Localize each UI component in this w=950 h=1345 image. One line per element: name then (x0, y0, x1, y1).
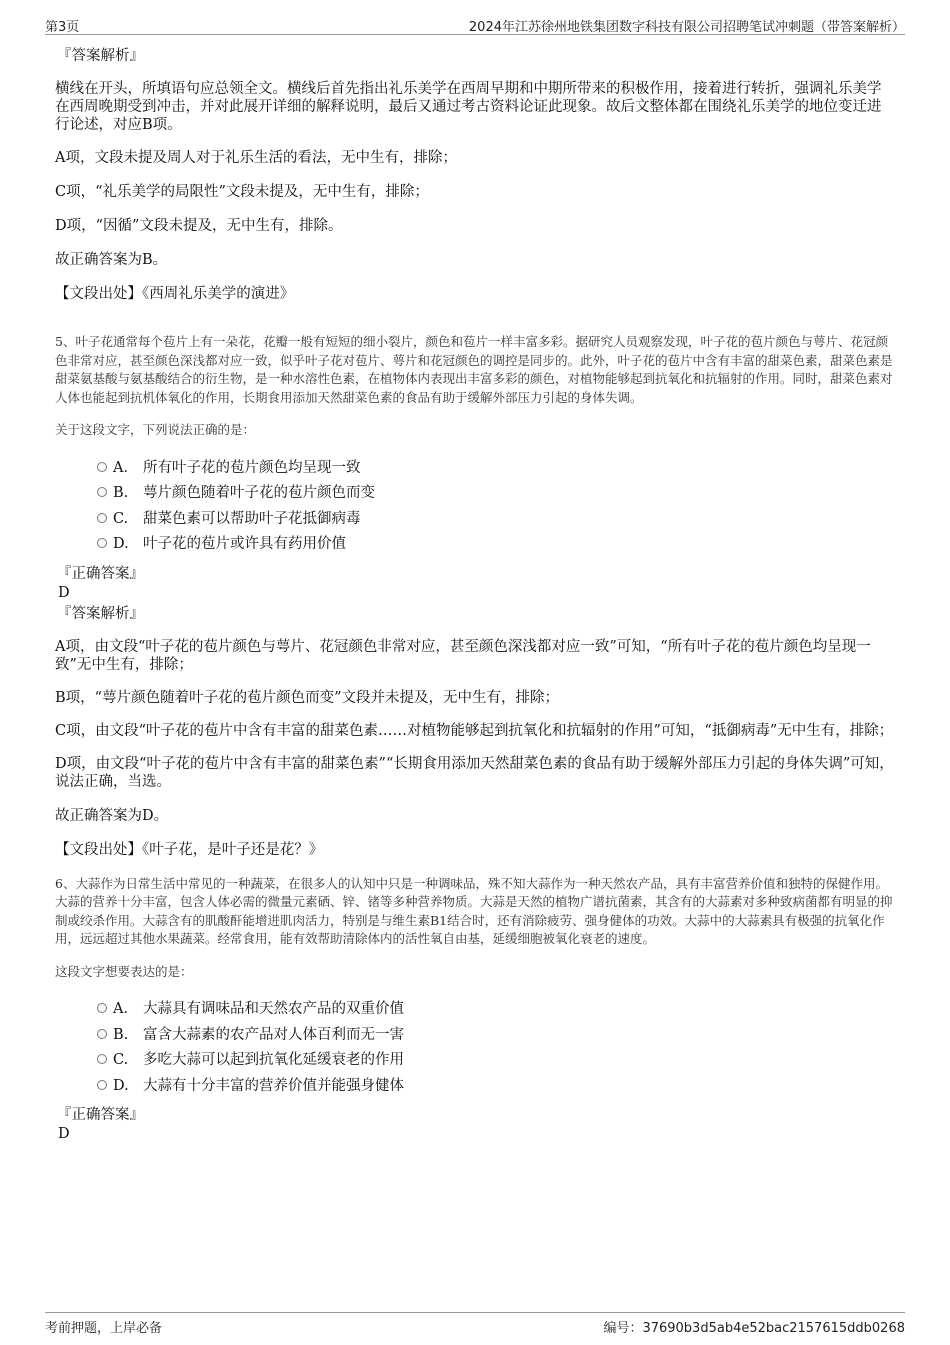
analysis-option-c: C项，由文段“叶子花的苞片中含有丰富的甜菜色素……对植物能够起到抗氧化和抗辐射的作用”可知，“抵御病毒”无中生有，排除； (55, 722, 894, 739)
radio-icon[interactable] (97, 1054, 107, 1064)
radio-icon[interactable] (97, 462, 107, 472)
option-b[interactable]: B. 富含大蒜素的农产品对人体百利而无一害 (97, 1023, 895, 1049)
page-header (45, 14, 905, 35)
analysis-option-a: A项，文段未提及周人对于礼乐生活的看法，无中生有，排除； (55, 150, 457, 166)
question-prompt: 关于这段文字，下列说法正确的是： (55, 422, 256, 437)
analysis-option-c: C项，“礼乐美学的局限性”文段未提及，无中生有，排除； (55, 184, 429, 200)
correct-answer-label: 『正确答案』 (57, 1107, 144, 1123)
radio-icon[interactable] (97, 1029, 107, 1039)
document-title: 2024年江苏徐州地铁集团数字科技有限公司招聘笔试冲刺题（带答案解析） (468, 20, 905, 35)
option-d[interactable]: D. 叶子花的苞片或许具有药用价值 (97, 532, 895, 558)
question-stem: 5、叶子花通常每个苞片上有一朵花，花瓣一般有短短的细小裂片，颜色和苞片一样丰富多彩。据研究人员观察发现，叶子花的苞片颜色与萼片、花冠颜色非常对应，甚至颜色深浅都对应一致，似乎叶子花对苞片、萼片和花冠颜色的调控是同步的。此外，叶子花的苞片中含有丰富的甜菜色素，甜菜色素是甜菜氨基酸与氨基酸结合的衍生物，是一种水溶性色素，在植物体内表现出丰富多彩的颜色，对植物能够起到抗氧化和抗辐射的作用。同时，甜菜色素对人体也能起到抗机体氧化的作用，长期食用添加天然甜菜色素的食品有助于缓解外部压力引起的身体失调。 (55, 334, 893, 405)
correct-answer: D (58, 584, 70, 601)
option-d[interactable]: D. 大蒜有十分丰富的营养价值并能强身健体 (97, 1074, 895, 1100)
analysis-label: 『答案解析』 (57, 605, 144, 622)
correct-answer-label: 『正确答案』 (57, 565, 144, 582)
source-citation: 【文段出处】《西周礼乐美学的演进》 (55, 286, 295, 302)
radio-icon[interactable] (97, 1003, 107, 1013)
footer-slogan: 考前押题，上岸必备 (45, 1321, 163, 1336)
page-number: 第3页 (45, 20, 80, 35)
option-list (55, 997, 895, 1099)
radio-icon[interactable] (97, 1080, 107, 1090)
source-citation: 【文段出处】《叶子花，是叶子还是花？》 (55, 841, 324, 858)
page-footer (45, 1312, 905, 1337)
footer-serial: 编号：37690b3d5ab4e52bac2157615ddb0268 (603, 1321, 905, 1336)
analysis-conclusion: 故正确答案为D。 (55, 807, 169, 824)
option-c[interactable]: C. 多吃大蒜可以起到抗氧化延缓衰老的作用 (97, 1048, 895, 1074)
option-c[interactable]: C. 甜菜色素可以帮助叶子花抵御病毒 (97, 507, 895, 533)
page-content (55, 46, 895, 1143)
question-stem: 6、大蒜作为日常生活中常见的一种蔬菜，在很多人的认知中只是一种调味品，殊不知大蒜作为一种天然农产品，具有丰富营养价值和独特的保健作用。大蒜的营养十分丰富，包含人体必需的微量元素硒、锌、锗等多种营养物质。大蒜是天然的植物广谱抗菌素，其含有的大蒜素对多种致病菌都有明显的抑制或绞杀作用。大蒜含有的肌酸酐能增进肌肉活力，特别是与维生素B1结合时，还有消除疲劳、强身健体的功效。大蒜中的大蒜素具有极强的抗氧化作用，远远超过其他水果蔬菜。经常食用，能有效帮助清除体内的活性氧自由基，延缓细胞被氧化衰老的速度。 (55, 875, 893, 946)
option-b[interactable]: B. 萼片颜色随着叶子花的苞片颜色而变 (97, 481, 895, 507)
radio-icon[interactable] (97, 487, 107, 497)
option-a[interactable]: A． 所有叶子花的苞片颜色均呈现一致 (97, 456, 895, 482)
radio-icon[interactable] (97, 513, 107, 523)
analysis-label: 『答案解析』 (57, 48, 144, 64)
analysis-paragraph: 横线在开头，所填语句应总领全文。横线后首先指出礼乐美学在西周早期和中期所带来的积极作用，接着进行转折，强调礼乐美学在西周晚期受到冲击，并对此展开详细的解释说明，最后又通过考古资料论证此现象。故后文整体都在围绕礼乐美学的地位变迁进行论述，对应B项。 (55, 81, 882, 133)
analysis-option-a: A项，由文段“叶子花的苞片颜色与萼片、花冠颜色非常对应，甚至颜色深浅都对应一致”可知，“所有叶子花的苞片颜色均呈现一致”无中生有，排除； (55, 638, 871, 673)
option-list (55, 456, 895, 558)
analysis-option-d: D项，“因循”文段未提及，无中生有，排除。 (55, 218, 343, 234)
analysis-option-d: D项，由文段“叶子花的苞片中含有丰富的甜菜色素”“长期食用添加天然甜菜色素的食品有助于缓解外部压力引起的身体失调”可知，说法正确，当选。 (55, 755, 894, 790)
analysis-conclusion: 故正确答案为B。 (55, 252, 168, 268)
radio-icon[interactable] (97, 538, 107, 548)
question-prompt: 这段文字想要表达的是： (55, 963, 193, 979)
option-a[interactable]: A． 大蒜具有调味品和天然农产品的双重价值 (97, 997, 895, 1023)
correct-answer: D (58, 1126, 70, 1142)
analysis-option-b: B项，“萼片颜色随着叶子花的苞片颜色而变”文段并未提及，无中生有，排除； (55, 689, 559, 706)
